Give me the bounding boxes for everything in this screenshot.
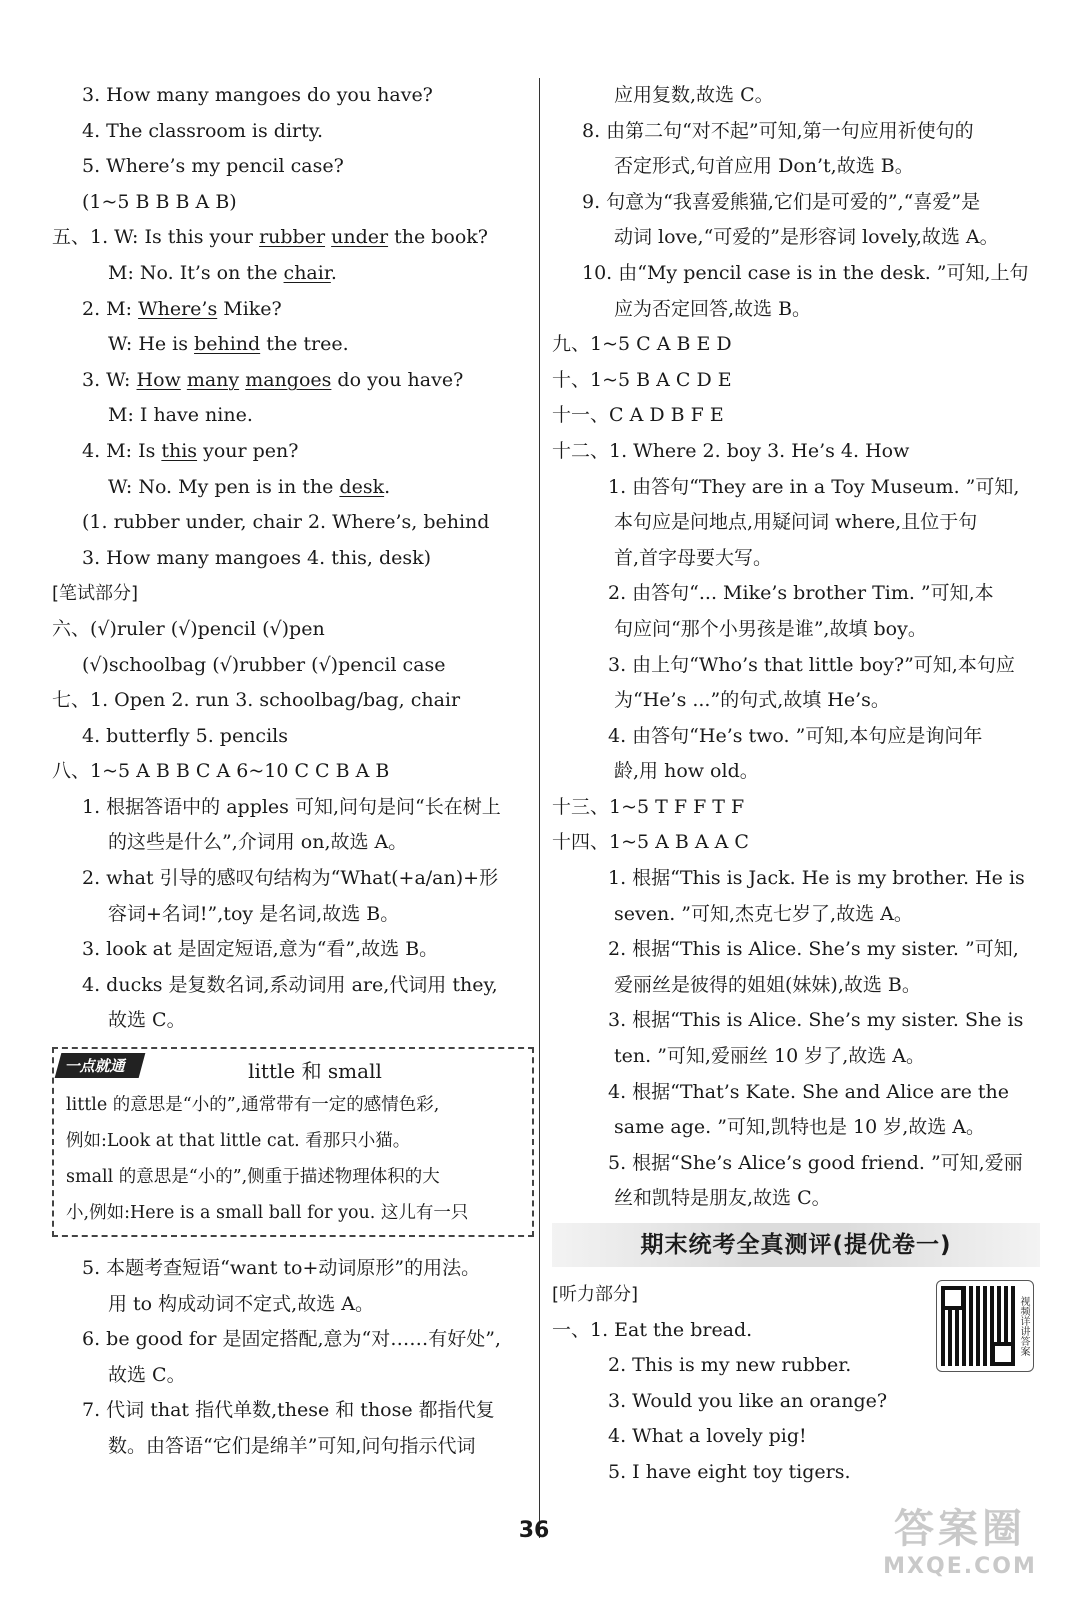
tip-line: 例如:Look at that little cat. 看那只小猫。 xyxy=(66,1131,411,1152)
section-heading-written: [笔试部分] xyxy=(52,583,139,605)
answer-line: 4. butterfly 5. pencils xyxy=(82,724,288,747)
explanation-line: seven. ”可知,杰克七岁了,故选 A。 xyxy=(614,902,913,925)
answer-line: 4. The classroom is dirty. xyxy=(82,119,323,142)
answer-line: (1~5 B B B A B) xyxy=(82,190,237,213)
tip-line: little 的意思是“小的”,通常带有一定的感情色彩, xyxy=(66,1095,440,1116)
answer-line: 十四、1~5 A B A A C xyxy=(552,831,749,854)
explanation-line: ten. ”可知,爱丽丝 10 岁了,故选 A。 xyxy=(614,1045,926,1068)
watermark-top: 答案圈 xyxy=(894,1506,1026,1552)
explanation-line: 4. 由答句“He’s two. ”可知,本句应是询问年 xyxy=(608,724,983,747)
dialog-line: 2. M: Where’s Mike? xyxy=(82,297,282,320)
explanation-line: 4. ducks 是复数名词,系动词用 are,代词用 they, xyxy=(82,973,498,996)
answer-line: 九、1~5 C A B E D xyxy=(552,333,732,356)
explanation-line: 句应问“那个小男孩是谁”,故填 boy。 xyxy=(614,617,927,640)
explanation-line: 本句应是问地点,用疑问词 where,且位于句 xyxy=(614,511,978,534)
answer-line: 十三、1~5 T F F T F xyxy=(552,795,745,818)
answer-line: 八、1~5 A B B C A 6~10 C C B A B xyxy=(52,760,390,783)
answer-line: 2. This is my new rubber. xyxy=(608,1354,852,1377)
explanation-line: 2. 根据“This is Alice. She’s my sister. ”可知, xyxy=(608,938,1019,961)
underlined-word: many xyxy=(186,368,240,391)
dialog-line: 五、1. W: Is this your rubber under the book? xyxy=(52,226,488,249)
exam-title-banner: 期末统考全真测评(提优卷一) xyxy=(552,1223,1040,1267)
underlined-word: mangoes xyxy=(245,368,332,391)
left-column xyxy=(52,78,534,1465)
tip-line: small 的意思是“小的”,侧重于描述物理体积的大 xyxy=(66,1167,440,1188)
section-heading-listening: [听力部分] xyxy=(552,1284,639,1305)
tip-box xyxy=(52,1047,534,1237)
right-column xyxy=(552,78,1040,1491)
underlined-word: this xyxy=(161,439,198,462)
tip-title: little 和 small xyxy=(248,1059,382,1084)
explanation-line: 7. 代词 that 指代单数,these 和 those 都指代复 xyxy=(82,1399,495,1422)
explanation-line: 2. what 引导的感叹句结构为“What(+a/an)+形 xyxy=(82,867,499,890)
page-number: 36 xyxy=(518,1518,550,1543)
answer-line: 5. Where’s my pencil case? xyxy=(82,155,344,178)
explanation-line: 龄,用 how old。 xyxy=(614,760,759,783)
explanation-line: 故选 C。 xyxy=(108,1009,186,1032)
answer-line: 3. How many mangoes do you have? xyxy=(82,84,433,106)
column-divider xyxy=(539,78,540,1538)
explanation-line: 爱丽丝是彼得的姐姐(妹妹),故选 B。 xyxy=(614,973,921,996)
explanation-line: 1. 根据“This is Jack. He is my brother. He is xyxy=(608,867,1025,890)
tip-line: 小,例如:Here is a small ball for you. 这儿有一只 xyxy=(66,1203,469,1224)
answer-line: 六、(√)ruler (√)pencil (√)pen xyxy=(52,617,325,640)
explanation-line: 3. look at 是固定短语,意为“看”,故选 B。 xyxy=(82,938,439,961)
watermark-bottom: MXQE.COM xyxy=(883,1554,1037,1579)
explanation-line: 否定形式,句首应用 Don’t,故选 B。 xyxy=(614,155,914,178)
explanation-line: 丝和凯特是朋友,故选 C。 xyxy=(614,1187,831,1210)
answer-line: (√)schoolbag (√)rubber (√)pencil case xyxy=(82,653,446,676)
explanation-line: 用 to 构成动词不定式,故选 A。 xyxy=(108,1292,374,1315)
answer-line: 一、1. Eat the bread. xyxy=(552,1318,753,1341)
dialog-line: W: He is behind the tree. xyxy=(108,333,349,356)
answer-line: 4. What a lovely pig! xyxy=(608,1425,807,1448)
qr-code-image xyxy=(941,1286,1015,1366)
dialog-line: M: No. It’s on the chair. xyxy=(108,261,337,284)
explanation-line: 故选 C。 xyxy=(108,1363,186,1386)
explanation-line: 3. 由上句“Who’s that little boy?”可知,本句应 xyxy=(608,653,1015,676)
explanation-line: 2. 由答句“... Mike’s brother Tim. ”可知,本 xyxy=(608,582,994,605)
answer-line: (1. rubber under, chair 2. Where’s, behind xyxy=(82,511,490,534)
explanation-line: 1. 根据答语中的 apples 可知,问句是问“长在树上 xyxy=(82,795,501,818)
answer-line: 十一、C A D B F E xyxy=(552,404,724,427)
tip-tag: 一点就通 xyxy=(55,1053,146,1078)
dialog-line: M: I have nine. xyxy=(108,404,253,427)
answer-line: 5. I have eight toy tigers. xyxy=(608,1460,851,1483)
answer-line: 十二、1. Where 2. boy 3. He’s 4. How xyxy=(552,439,910,462)
explanation-line: 应用复数,故选 C。 xyxy=(614,84,774,106)
explanation-line: 首,首字母要大写。 xyxy=(614,546,773,569)
underlined-word: under xyxy=(331,226,389,249)
explanation-line: 5. 本题考查短语“want to+动词原形”的用法。 xyxy=(82,1257,481,1280)
explanation-line: 的这些是什么”,介词用 on,故选 A。 xyxy=(108,831,408,854)
qr-caption: 视频详讲答案 xyxy=(1018,1296,1029,1356)
explanation-line: 3. 根据“This is Alice. She’s my sister. She is xyxy=(608,1009,1024,1032)
underlined-word: chair xyxy=(283,261,331,284)
underlined-word: rubber xyxy=(259,226,326,249)
explanation-line: 为“He’s ...”的句式,故填 He’s。 xyxy=(614,689,890,712)
explanation-line: same age. ”可知,凯特也是 10 岁,故选 A。 xyxy=(614,1116,986,1139)
underlined-word: behind xyxy=(194,333,261,356)
answer-line: 3. Would you like an orange? xyxy=(608,1389,888,1412)
explanation-line: 动词 love,“可爱的”是形容词 lovely,故选 A。 xyxy=(614,226,999,249)
answer-line: 七、1. Open 2. run 3. schoolbag/bag, chair xyxy=(52,689,461,712)
explanation-line: 应为否定回答,故选 B。 xyxy=(614,297,812,320)
explanation-line: 8. 由第二句“对不起”可知,第一句应用祈使句的 xyxy=(582,119,974,142)
underlined-word: How xyxy=(136,368,181,391)
dialog-line: W: No. My pen is in the desk. xyxy=(108,475,391,498)
answer-line: 3. How many mangoes 4. this, desk) xyxy=(82,546,432,569)
underlined-word: Where’s xyxy=(138,297,218,320)
explanation-line: 9. 句意为“我喜爱熊猫,它们是可爱的”,“喜爱”是 xyxy=(582,190,981,213)
watermark-logo xyxy=(870,1504,1050,1594)
explanation-line: 10. 由“My pencil case is in the desk. ”可知,上句 xyxy=(582,261,1029,284)
answer-line: 十、1~5 B A C D E xyxy=(552,368,732,391)
explanation-line: 4. 根据“That’s Kate. She and Alice are the xyxy=(608,1080,1009,1103)
explanation-line: 1. 由答句“They are in a Toy Museum. ”可知, xyxy=(608,475,1020,498)
dialog-line: 4. M: Is this your pen? xyxy=(82,439,299,462)
qr-code[interactable] xyxy=(936,1280,1034,1372)
explanation-line: 数。由答语“它们是绵羊”可知,问句指示代词 xyxy=(108,1435,476,1457)
explanation-line: 6. be good for 是固定搭配,意为“对……有好处”, xyxy=(82,1328,501,1351)
explanation-line: 5. 根据“She’s Alice’s good friend. ”可知,爱丽 xyxy=(608,1151,1023,1174)
explanation-line: 容词+名词!”,toy 是名词,故选 B。 xyxy=(108,902,400,925)
dialog-line: 3. W: How many mangoes do you have? xyxy=(82,368,464,391)
underlined-word: desk xyxy=(339,475,385,498)
